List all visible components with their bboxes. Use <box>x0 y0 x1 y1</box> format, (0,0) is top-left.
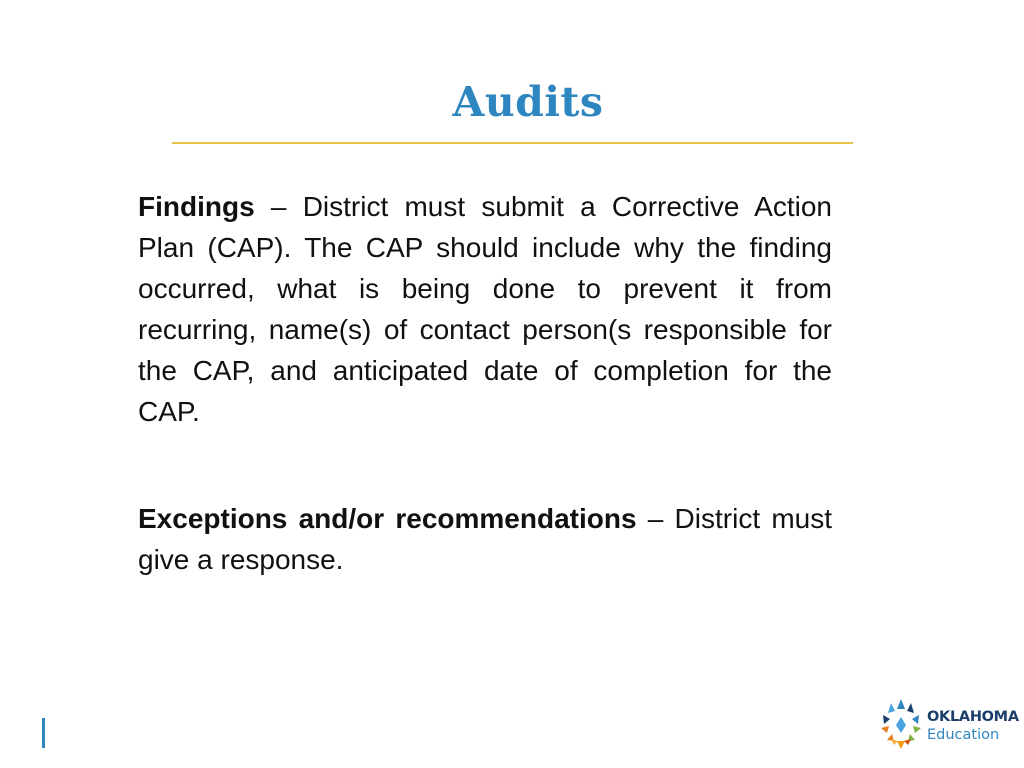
exceptions-paragraph <box>138 498 832 580</box>
title-underline <box>172 142 853 144</box>
slide-marker <box>42 718 45 748</box>
oklahoma-star-icon <box>878 697 924 753</box>
oklahoma-education-logo <box>878 697 1018 757</box>
exceptions-label: Exceptions and/or recommendations <box>138 503 637 534</box>
findings-paragraph <box>138 186 832 432</box>
logo-wordmark-oklahoma: OKLAHOMA <box>927 709 1019 725</box>
findings-text: – District must submit a Corrective Action Plan (CAP). The CAP should include why the finding occurred, what is being done to prevent it from recurring, name(s) of contact person(s responsible for the CAP, and anticipated date of completion for the CAP. <box>138 191 832 427</box>
slide-title: Audits <box>452 78 604 126</box>
findings-label: Findings <box>138 191 255 222</box>
logo-wordmark-education: Education <box>927 727 1000 743</box>
exceptions-text: – District must give a response. <box>138 503 832 575</box>
